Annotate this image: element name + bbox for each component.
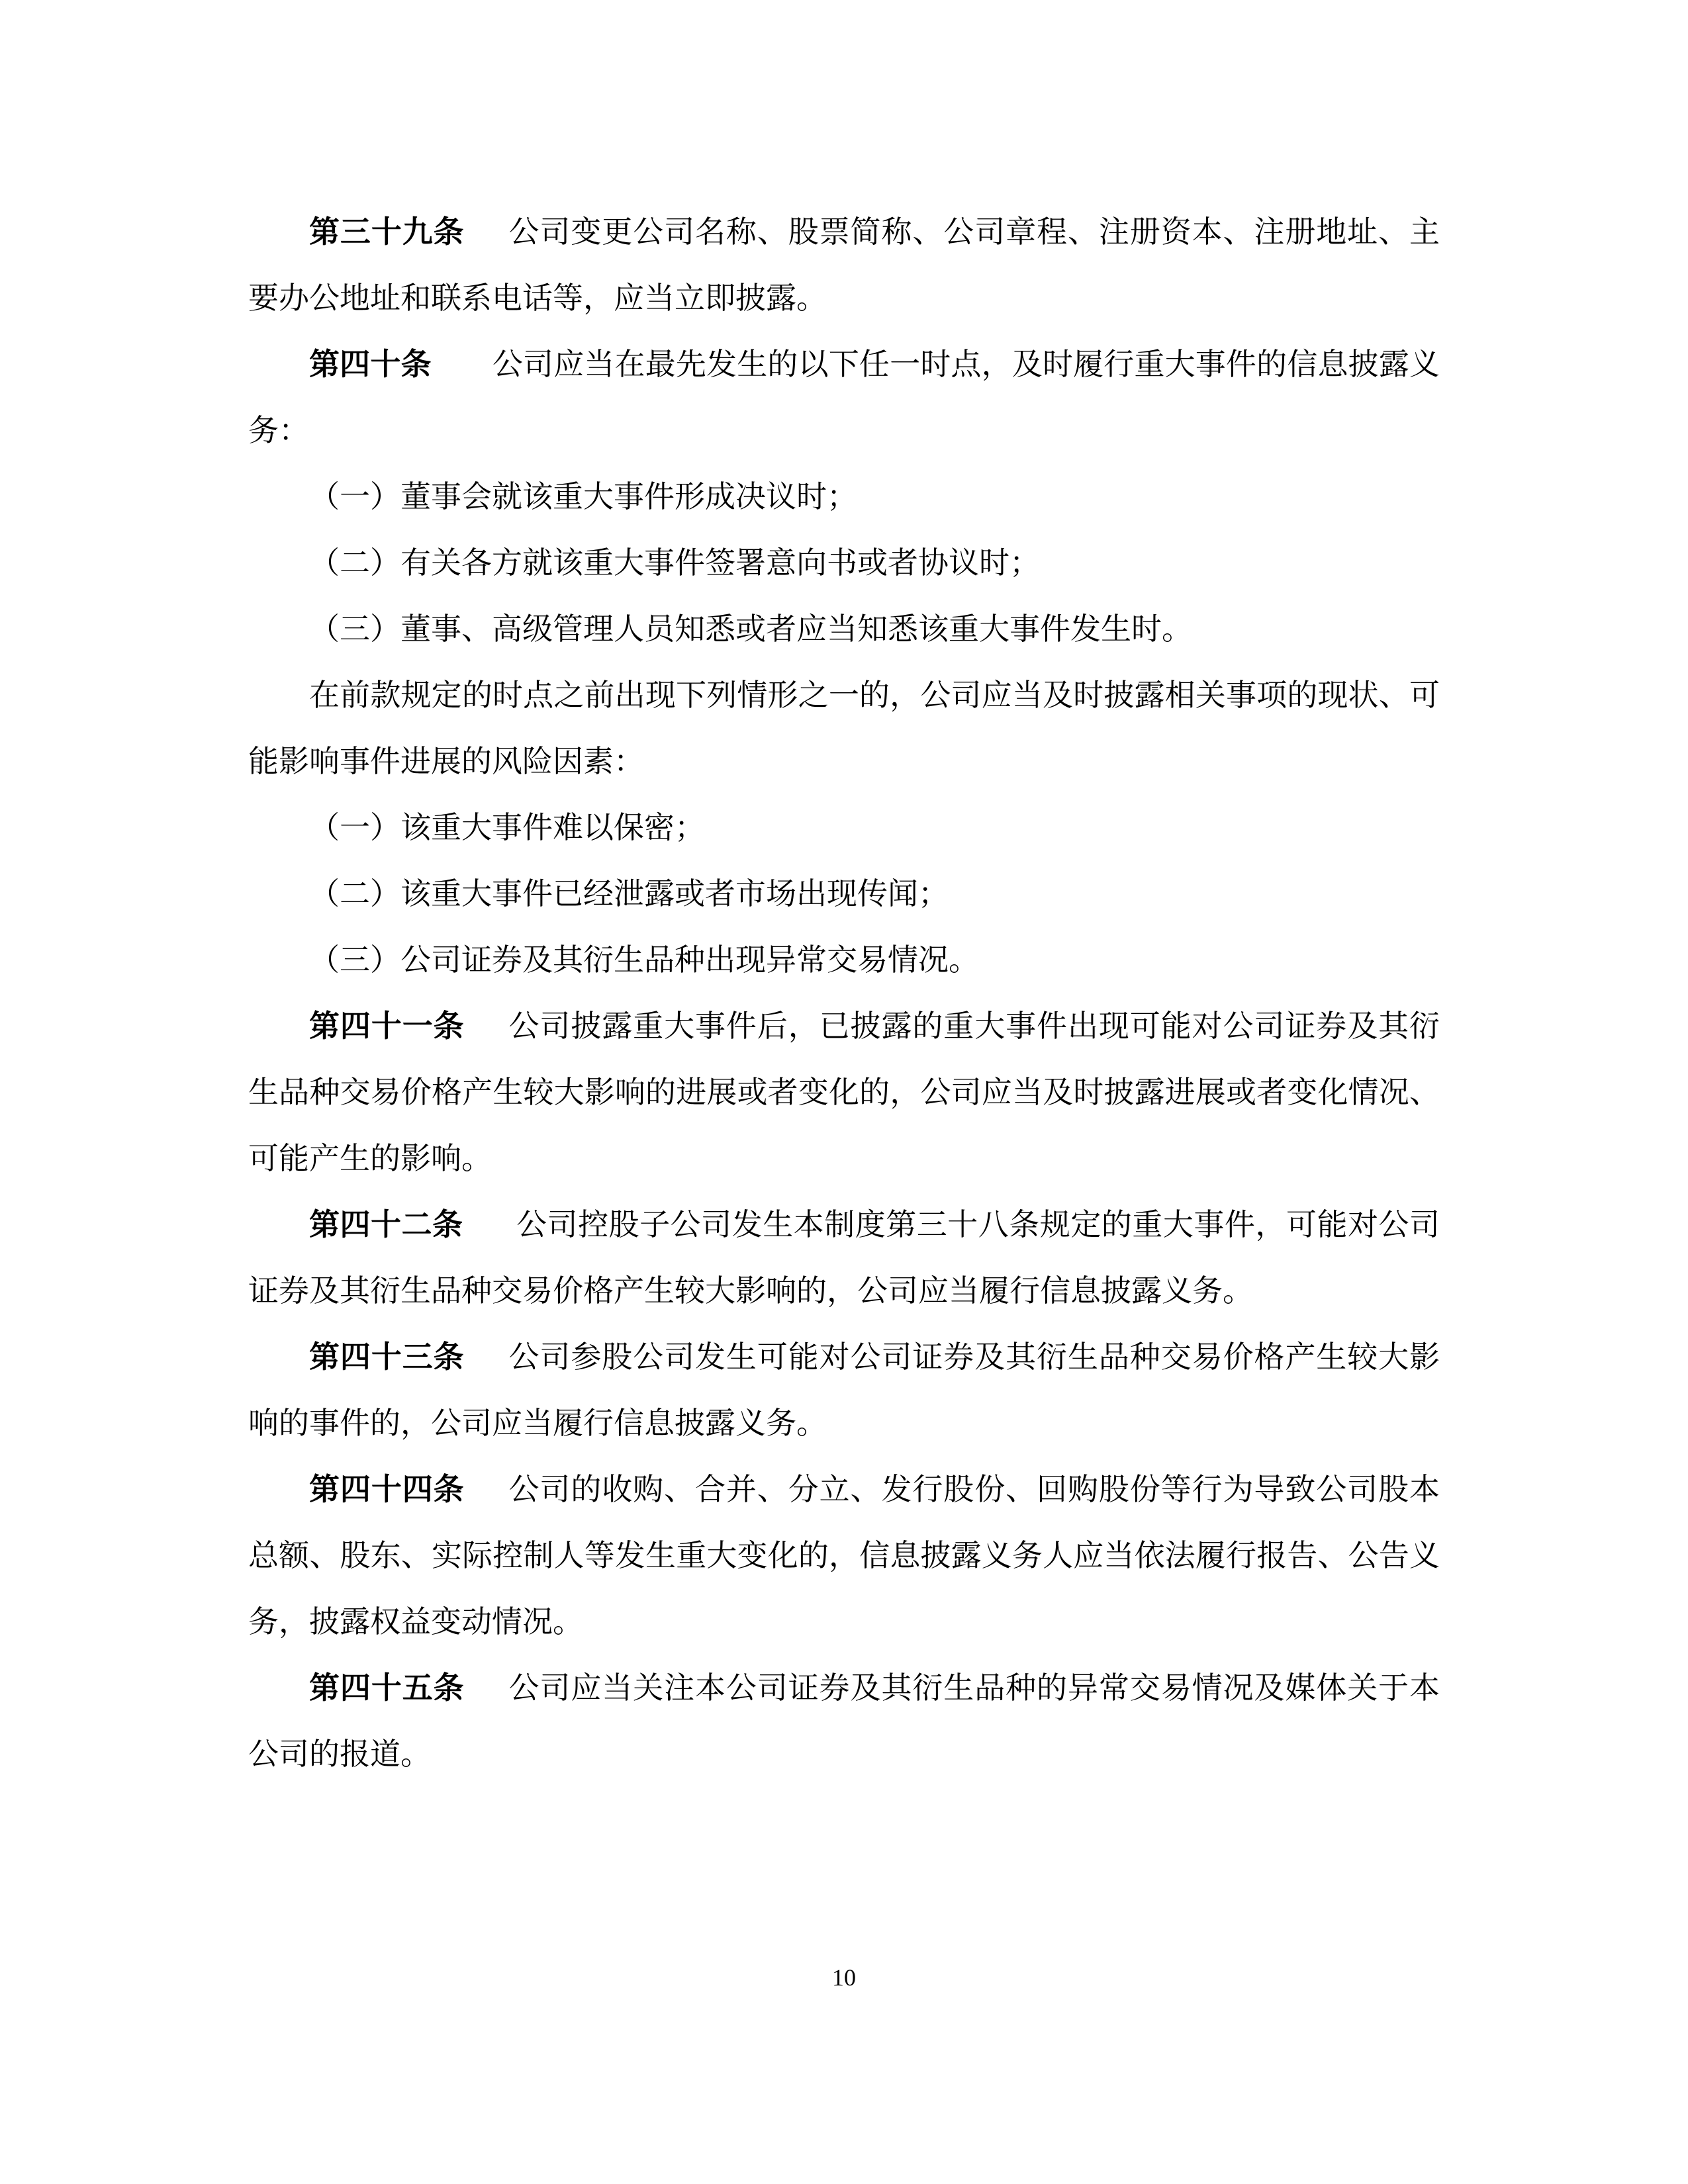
article-40-item-3	[248, 596, 1440, 662]
article-43-paragraph	[248, 1324, 1440, 1456]
article-42-number: 第四十二条	[309, 1206, 463, 1242]
article-42-text: 公司控股子公司发生本制度第三十八条规定的重大事件，可能对公司证券及其衍生品种交易价格产生较大影响的，公司应当履行信息披露义务。	[248, 1206, 1440, 1308]
article-40-clause-2-item-3-text: （三）公司证券及其衍生品种出现异常交易情况。	[309, 942, 979, 978]
article-40-clause-2-item-3	[248, 927, 1440, 993]
article-41-text: 公司披露重大事件后，已披露的重大事件出现可能对公司证券及其衍生品种交易价格产生较大影响的进展或者变化的，公司应当及时披露进展或者变化情况、可能产生的影响。	[248, 1008, 1440, 1176]
article-40-item-2	[248, 529, 1440, 596]
article-40-clause-2	[248, 662, 1440, 794]
article-45-paragraph	[248, 1655, 1440, 1787]
article-45-number: 第四十五条	[309, 1670, 465, 1706]
article-40-number: 第四十条	[309, 346, 432, 382]
article-40-item-1-text: （一）董事会就该重大事件形成决议时；	[309, 478, 857, 514]
article-39-number: 第三十九条	[309, 214, 465, 250]
article-40-item-3-text: （三）董事、高级管理人员知悉或者应当知悉该重大事件发生时。	[309, 611, 1192, 647]
article-43-number: 第四十三条	[309, 1339, 465, 1375]
article-40-clause-2-item-2-text: （二）该重大事件已经泄露或者市场出现传闻；	[309, 876, 949, 911]
article-44-paragraph	[248, 1456, 1440, 1655]
article-39-paragraph	[248, 199, 1440, 331]
article-41-number: 第四十一条	[309, 1008, 465, 1044]
article-39-text: 公司变更公司名称、股票简称、公司章程、注册资本、注册地址、主要办公地址和联系电话等，应当立即披露。	[248, 214, 1440, 316]
article-43-text: 公司参股公司发生可能对公司证券及其衍生品种交易价格产生较大影响的事件的，公司应当履行信息披露义务。	[248, 1339, 1440, 1441]
article-40-paragraph	[248, 331, 1440, 463]
article-40-clause-2-text: 在前款规定的时点之前出现下列情形之一的，公司应当及时披露相关事项的现状、可能影响事件进展的风险因素：	[248, 677, 1440, 779]
article-40-text: 公司应当在最先发生的以下任一时点，及时履行重大事件的信息披露义务：	[248, 346, 1440, 448]
article-45-text: 公司应当关注本公司证券及其衍生品种的异常交易情况及媒体关于本公司的报道。	[248, 1670, 1440, 1772]
article-44-text: 公司的收购、合并、分立、发行股份、回购股份等行为导致公司股本总额、股东、实际控制人等发生重大变化的，信息披露义务人应当依法履行报告、公告义务，披露权益变动情况。	[248, 1471, 1440, 1639]
article-40-clause-2-item-1-text: （一）该重大事件难以保密；	[309, 809, 705, 845]
article-40-item-1	[248, 463, 1440, 529]
document-body	[248, 199, 1440, 1787]
article-44-number: 第四十四条	[309, 1471, 465, 1507]
page-number: 10	[832, 1964, 856, 1991]
article-40-item-2-text: （二）有关各方就该重大事件签署意向书或者协议时；	[309, 545, 1040, 580]
article-40-clause-2-item-2	[248, 860, 1440, 927]
article-40-clause-2-item-1	[248, 794, 1440, 860]
article-41-paragraph	[248, 993, 1440, 1191]
article-42-paragraph	[248, 1191, 1440, 1324]
